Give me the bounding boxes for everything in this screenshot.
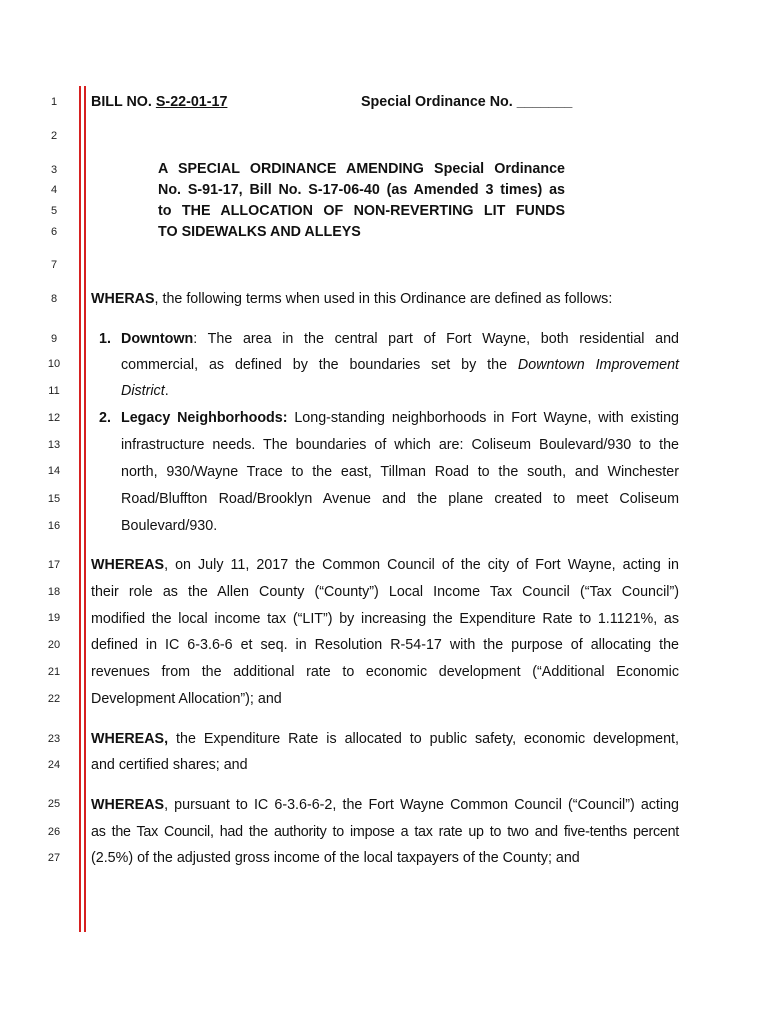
whereas-text: , on July 11, 2017 the Common Council of the city of Fort Wayne, acting in xyxy=(164,557,679,573)
line-number: 10 xyxy=(47,358,61,370)
line-number: 24 xyxy=(47,759,61,771)
definition-legacy-line xyxy=(121,409,679,427)
line-number: 3 xyxy=(50,164,58,176)
definition-text: . xyxy=(164,383,169,399)
definition-legacy-line: Road/Bluffton Road/Brooklyn Avenue and the plane created to meet Coliseum xyxy=(121,491,679,507)
special-ordinance-number: Special Ordinance No. _______ xyxy=(361,94,573,110)
line-number: 26 xyxy=(47,826,61,838)
ordinance-title-line: TO SIDEWALKS AND ALLEYS xyxy=(158,224,361,240)
whereas-paragraph-line: (2.5%) of the adjusted gross income of the local taxpayers of the County; and xyxy=(91,850,580,866)
ordinance-title-line: A SPECIAL ORDINANCE AMENDING Special Ordinance xyxy=(158,161,565,177)
line-number: 16 xyxy=(47,520,61,532)
line-number: 5 xyxy=(50,205,58,217)
line-number: 2 xyxy=(50,130,58,142)
line-number: 19 xyxy=(47,612,61,624)
whereas-lead: WHEREAS xyxy=(91,557,165,573)
whereas-paragraph-line: defined in IC 6-3.6-6 et seq. in Resolution R-54-17 with the purpose of allocating the xyxy=(91,637,679,653)
definition-text: : The area in the central part of Fort Wayne, both residential and xyxy=(193,331,679,347)
line-number: 18 xyxy=(47,586,61,598)
definition-text: Long-standing neighborhoods in Fort Wayne, with existing xyxy=(287,410,680,426)
line-number: 8 xyxy=(50,293,58,305)
definition-term: Legacy Neighborhoods: xyxy=(121,410,288,426)
line-number: 27 xyxy=(47,852,61,864)
whereas-paragraph-line: and certified shares; and xyxy=(91,757,248,773)
line-number: 21 xyxy=(47,666,61,678)
whereas-text: , pursuant to IC 6-3.6-6-2, the Fort Wayne Common Council (“Council”) acting xyxy=(164,797,679,813)
whereas-lead: WHEREAS, xyxy=(91,731,169,747)
definition-term: Downtown xyxy=(121,331,194,347)
definition-italic-text: Downtown Improvement xyxy=(517,357,680,373)
bill-label: BILL NO. xyxy=(91,94,152,110)
bill-number: S-22-01-17 xyxy=(155,94,228,110)
whereas-paragraph-line xyxy=(91,556,679,574)
whereas-paragraph-line: revenues from the additional rate to economic development (“Additional Economic xyxy=(91,664,679,680)
line-number: 4 xyxy=(50,184,58,196)
line-number: 14 xyxy=(47,465,61,477)
line-number: 12 xyxy=(47,412,61,424)
whereas-paragraph-line: their role as the Allen County (“County”) Local Income Tax Council (“Tax Council”) xyxy=(91,584,679,600)
ordinance-title-line: No. S-91-17, Bill No. S-17-06-40 (as Amended 3 times) as xyxy=(158,182,565,198)
line-number: 9 xyxy=(50,333,58,345)
line-number: 11 xyxy=(48,385,60,397)
line-number: 6 xyxy=(50,226,58,238)
line-number: 13 xyxy=(47,439,61,451)
definition-text: commercial, as defined by the boundaries set by the xyxy=(121,357,518,373)
left-margin-rule-inner xyxy=(84,86,86,932)
definition-italic-text: District xyxy=(121,383,165,399)
definition-number: 2. xyxy=(99,410,111,426)
whereas-paragraph-line: as the Tax Council, had the authority to impose a tax rate up to two and five-tenths percent xyxy=(91,824,679,840)
whereas-paragraph-line: Development Allocation”); and xyxy=(91,691,282,707)
definition-legacy-line: north, 930/Wayne Trace to the east, Tillman Road to the south, and Winchester xyxy=(121,464,679,480)
whereas-lead: WHEREAS xyxy=(91,797,165,813)
whereas-paragraph-line: modified the local income tax (“LIT”) by increasing the Expenditure Rate to 1.1121%, as xyxy=(91,611,679,627)
definition-number: 1. xyxy=(99,331,111,347)
left-margin-rule xyxy=(79,86,81,932)
line-number: 23 xyxy=(47,733,61,745)
ordinance-title-line: to THE ALLOCATION OF NON-REVERTING LIT FUNDS xyxy=(158,203,565,219)
line-number: 1 xyxy=(50,96,58,108)
whereas-lead: WHERAS xyxy=(91,291,155,307)
line-number: 15 xyxy=(47,493,61,505)
whereas-text: , the following terms when used in this Ordinance are defined as follows: xyxy=(154,291,613,307)
whereas-definitions-intro xyxy=(91,290,612,308)
definition-legacy-line: infrastructure needs. The boundaries of which are: Coliseum Boulevard/930 to the xyxy=(121,437,679,453)
definition-legacy-line: Boulevard/930. xyxy=(121,518,218,534)
whereas-text: the Expenditure Rate is allocated to public safety, economic development, xyxy=(168,731,679,747)
bill-number-line xyxy=(91,93,227,111)
whereas-paragraph-line xyxy=(91,796,679,814)
whereas-paragraph-line xyxy=(91,730,679,748)
line-number: 7 xyxy=(50,259,58,271)
definition-downtown-line xyxy=(121,356,679,374)
line-number: 17 xyxy=(47,559,61,571)
line-number: 25 xyxy=(47,798,61,810)
line-number: 22 xyxy=(47,693,61,705)
definition-downtown-line xyxy=(121,382,169,400)
line-number: 20 xyxy=(47,639,61,651)
definition-downtown-line xyxy=(121,330,679,348)
